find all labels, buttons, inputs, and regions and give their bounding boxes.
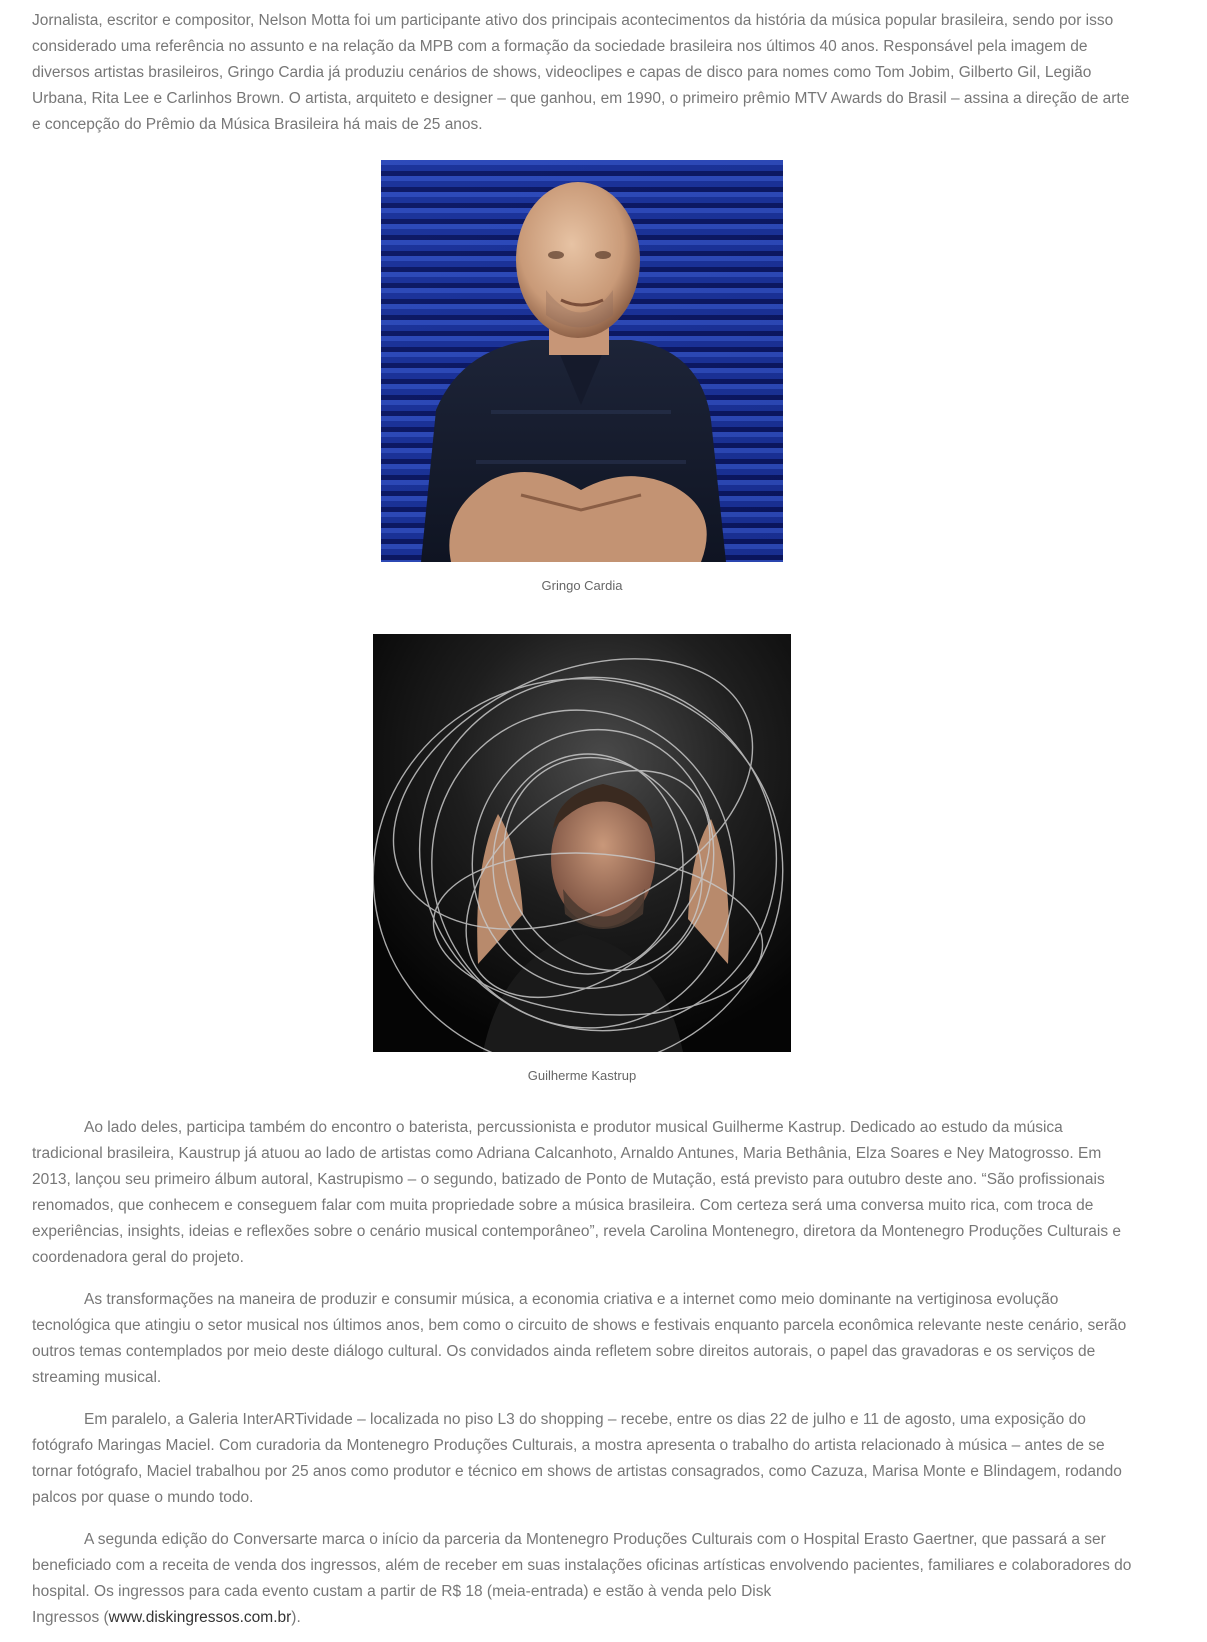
figure-gringo-cardia <box>32 160 1132 594</box>
paragraph-transformacoes: As transformações na maneira de produzir e consumir música, a economia criativa e a internet como meio dominante na vertiginosa evolução tecnológica que atingiu o setor musical nos últimos anos, bem como o circuito de shows e festivais enquanto parcela econômica relevante neste cenário, serão outros temas contemplados por meio deste diálogo cultural. Os convidados ainda refletem sobre direitos autorais, o papel das gravadoras e os serviços de streaming musical. <box>32 1291 1127 1386</box>
paragraph-kastrup: Ao lado deles, participa também do encontro o baterista, percussionista e produtor musical Guilherme Kastrup. Dedicado ao estudo da música tradicional brasileira, Kaustrup já atuou ao lado de artistas como Adriana Calcanhoto, Arnaldo Antunes, Maria Bethânia, Elza Soares e Ney Matogrosso. Em 2013, lançou seu primeiro álbum autoral, Kastrupismo – o segundo, batizado de Ponto de Mutação, está previsto para outubro deste ano. “São profissionais renomados, que conhecem e conseguem falar com muita propriedade sobre a música brasileira. Com certeza será uma conversa muito rica, com troca de experiências, insights, ideias e reflexões sobre o cenário musical contemporâneo”, revela Carolina Montenegro, diretora da Montenegro Produções Culturais e coordenadora geral do projeto. <box>32 1119 1122 1266</box>
paragraph-conversarte-end: ). <box>291 1609 301 1626</box>
figure-guilherme-kastrup <box>32 634 1132 1084</box>
caption-guilherme-kastrup: Guilherme Kastrup <box>527 1068 637 1083</box>
intro-paragraph: Jornalista, escritor e compositor, Nelson Motta foi um participante ativo dos principais acontecimentos da história da música popular brasileira, sendo por isso considerado uma referência no assunto e na relação da MPB com a formação da sociedade brasileira nos últimos 40 anos. Responsável pela imagem de diversos artistas brasileiros, Gringo Cardia já produziu cenários de shows, videoclipes e capas de disco para nomes como Tom Jobim, Gilberto Gil, Legião Urbana, Rita Lee e Carlinhos Brown. O artista, arquiteto e designer – que ganhou, em 1990, o primeiro prêmio MTV Awards do Brasil – assina a direção de arte e concepção do Prêmio da Música Brasileira há mais de 25 anos. <box>32 12 1130 133</box>
paragraph-conversarte <box>32 1527 1132 1631</box>
paragraph-conversarte-line2: Ingressos ( <box>32 1609 109 1626</box>
caption-gringo-cardia: Gringo Cardia <box>541 578 623 593</box>
diskingressos-link[interactable]: www.diskingressos.com.br <box>108 1609 292 1626</box>
paragraph-galeria: Em paralelo, a Galeria InterARTividade – localizada no piso L3 do shopping – recebe, entre os dias 22 de julho e 11 de agosto, uma exposição do fotógrafo Maringas Maciel. Com curadoria da Montenegro Produções Culturais, a mostra apresenta o trabalho do artista relacionado à música – antes de se tornar fotógrafo, Maciel trabalhou por 25 anos como produtor e técnico em shows de artistas consagrados, como Cazuza, Marisa Monte e Blindagem, rodando palcos por quase o mundo todo. <box>32 1411 1122 1506</box>
photo-gringo-cardia <box>381 160 783 562</box>
article-body <box>32 8 1132 1631</box>
paragraph-conversarte-text: A segunda edição do Conversarte marca o início da parceria da Montenegro Produções Culturais com o Hospital Erasto Gaertner, que passará a ser beneficiado com a receita de venda dos ingressos, além de receber em suas instalações oficinas artísticas envolvendo pacientes, familiares e colaboradores do hospital. Os ingressos para cada evento custam a partir de R$ 18 (meia-entrada) e estão à venda pelo Disk <box>32 1531 1132 1600</box>
photo-guilherme-kastrup <box>373 634 791 1052</box>
